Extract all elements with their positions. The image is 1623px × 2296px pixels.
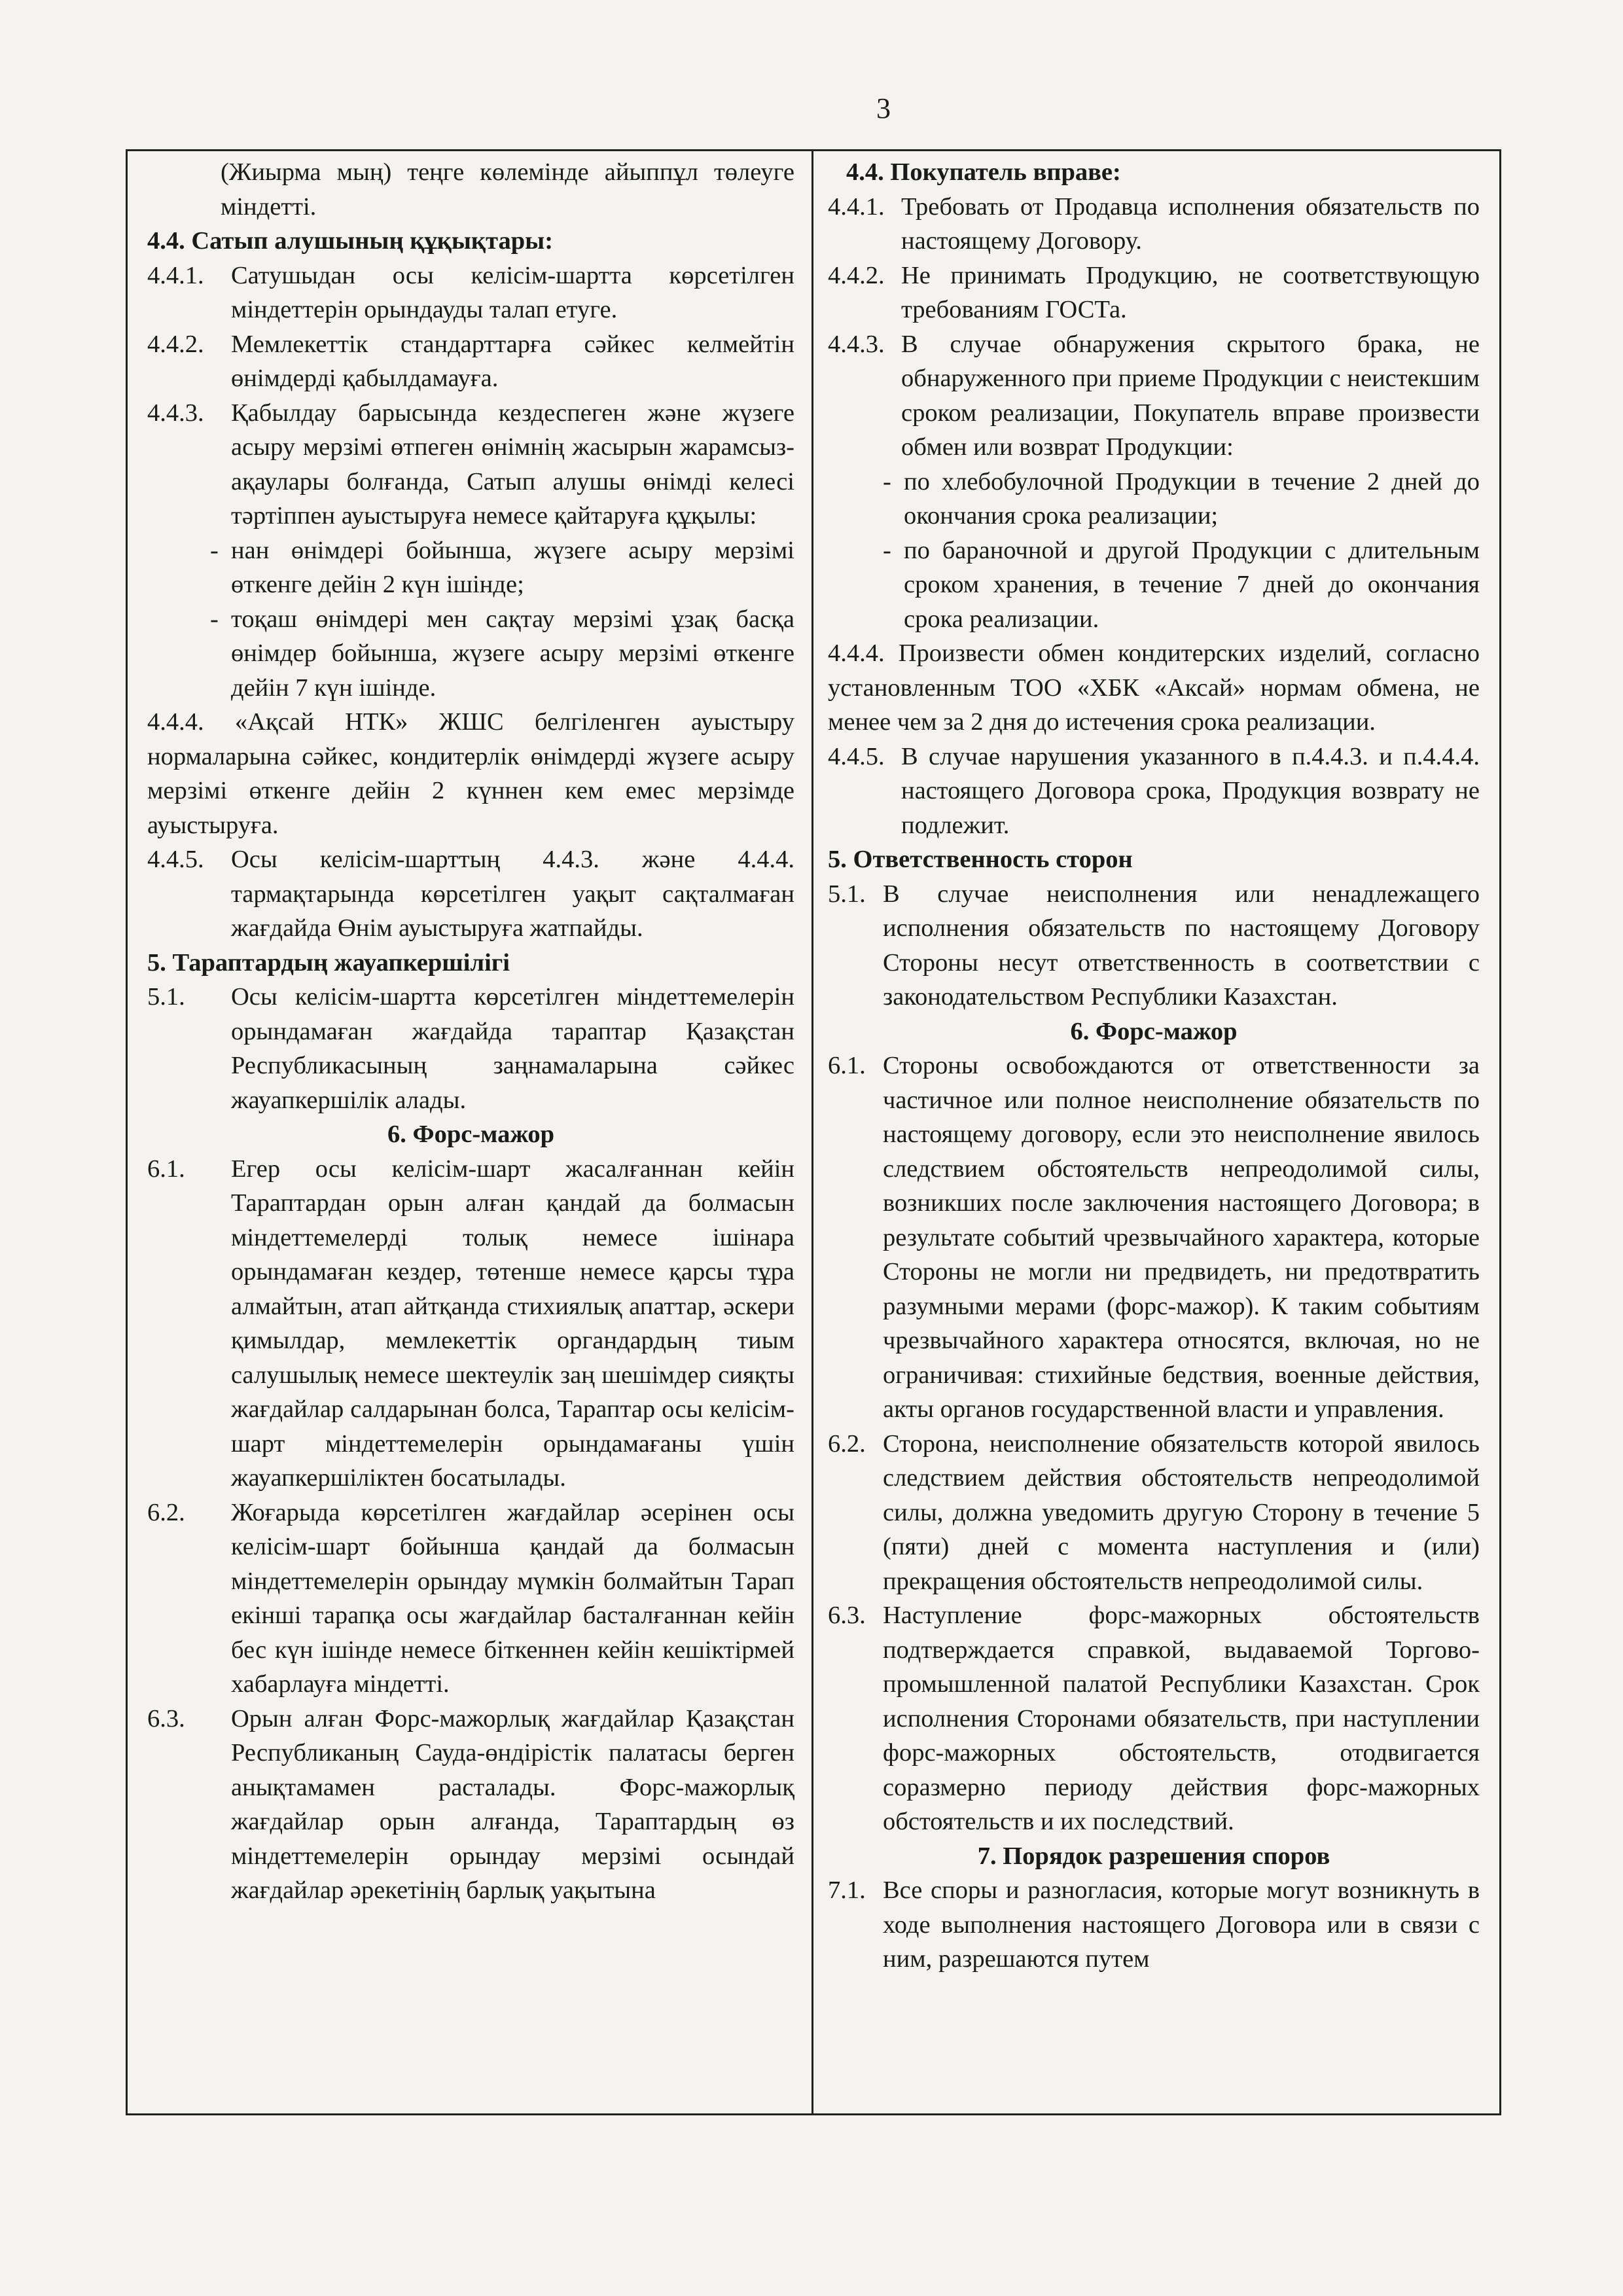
bullet-text: по бараночной и другой Продукции с длительным сроком хранения, в течение 7 дней до окончания срока реализации.	[904, 536, 1480, 633]
section-7-heading: 7. Порядок разрешения споров	[977, 1842, 1330, 1870]
section-5-heading: 5. Тараптардың жауапкершілігі	[147, 948, 510, 977]
clause-number: 4.4.5.	[828, 742, 885, 770]
clause-5-1	[828, 877, 1480, 1014]
clause-6-2	[147, 1496, 794, 1702]
clause-6-3	[828, 1598, 1480, 1839]
clause-5-1	[147, 980, 794, 1117]
kazakh-column	[128, 151, 813, 2113]
clause-4-4-4: 4.4.4. «Ақсай НТК» ЖШС белгіленген ауыстыру нормаларына сәйкес, кондитерлік өнімдерді жүзеге асыру мерзімі өткенге дейін 2 күннен кем емес мерзімде ауыстыруға.	[147, 708, 794, 839]
clause-4-4-3	[147, 396, 794, 533]
clause-4-4-3	[828, 327, 1480, 465]
section-4-4-heading: 4.4. Покупатель вправе:	[846, 158, 1121, 186]
dash-bullet: -	[210, 536, 219, 564]
clause-text: Все споры и разногласия, которые могут возникнуть в ходе выполнения настоящего Договора или в связи с ним, разрешаются путем	[883, 1876, 1480, 1973]
clause-text: Осы келісім-шартта көрсетілген міндеттемелерін орындамаған жағдайда тараптар Қазақстан Республикасының заңнамаларына сәйкес жауапкершілік алады.	[231, 983, 794, 1114]
bullet-item	[828, 533, 1480, 637]
clause-text: Сторона, неисполнение обязательств которой явилось следствием действия обстоятельств непреодолимой силы, должна уведомить другую Сторону в течение 5 (пяти) дней с момента наступления и (или) прекращения обстоятельств непреодолимой силы.	[883, 1429, 1480, 1595]
clause-number: 5.1.	[147, 983, 185, 1011]
clause-number: 6.3.	[828, 1602, 866, 1629]
clause-4-2-1-continuation: (Жиырма мың) теңге көлемінде айыппұл төлеуге міндетті.	[221, 158, 794, 221]
clause-7-1	[828, 1873, 1480, 1977]
clause-6-3	[147, 1702, 794, 1908]
section-5-heading: 5. Ответственность сторон	[828, 846, 1133, 873]
page-number: 3	[876, 92, 891, 124]
clause-4-4-1	[828, 190, 1480, 259]
clause-4-4-2	[828, 259, 1480, 327]
clause-text: Жоғарыда көрсетілген жағдайлар әсерінен осы келісім-шарт бойынша қандай да болмасын міндеттемелерін орындау мүмкін болмайтын Тарап екінші тарапқа осы жағдайлар басталғаннан кейін бес күн ішінде немесе біткеннен кейін кешіктірмей хабарлауға міндетті.	[231, 1498, 794, 1698]
clause-number: 7.1.	[828, 1876, 866, 1904]
clause-text: Не принимать Продукцию, не соответствующую требованиям ГОСТа.	[901, 261, 1480, 323]
bullet-item	[147, 533, 794, 602]
clause-text: Мемлекеттік стандарттарға сәйкес келмейтін өнімдерді қабылдамауға.	[231, 330, 794, 392]
clause-6-1	[828, 1049, 1480, 1427]
clause-6-2	[828, 1427, 1480, 1599]
clause-text: Стороны освобождаются от ответственности за частичное или полное неисполнение обязательств по настоящему договору, если это неисполнение явилось следствием обстоятельств непреодолимой силы, возникших после заключения настоящего Договора; в результате событий чрезвычайного характера, которые Стороны не могли ни предвидеть, ни предотвратить разумными мерами (форс-мажор). К таким событиям чрезвычайного характера относятся, включая, но не ограничивая: стихийные бедствия, военные действия, акты органов государственной власти и управления.	[883, 1052, 1480, 1423]
clause-6-1	[147, 1152, 794, 1496]
dash-bullet: -	[883, 536, 891, 564]
clause-text: Осы келісім-шарттың 4.4.3. және 4.4.4. тармақтарында көрсетілген уақыт сақталмаған жағдайда Өнім ауыстыруға жатпайды.	[231, 846, 794, 942]
clause-text: Сатушыдан осы келісім-шартта көрсетілген міндеттерін орындауды талап етуге.	[231, 261, 794, 323]
clause-text: Наступление форс-мажорных обстоятельств подтверждается справкой, выдаваемой Торгово-промышленной палатой Республики Казахстан. Срок исполнения Сторонами обязательств, при наступлении форс-мажорных обстоятельств, отодвигается соразмерно периоду действия форс-мажорных обстоятельств и их последствий.	[883, 1602, 1480, 1835]
clause-number: 4.4.1.	[828, 192, 885, 221]
clause-text: В случае нарушения указанного в п.4.4.3. и п.4.4.4. настоящего Договора срока, Продукция возврату не подлежит.	[901, 742, 1480, 839]
clause-4-4-2	[147, 327, 794, 396]
section-6-heading: 6. Форс-мажор	[387, 1121, 554, 1148]
bullet-text: нан өнімдері бойынша, жүзеге асыру мерзімі өткенге дейін 2 күн ішінде;	[231, 536, 794, 598]
bullet-text: по хлебобулочной Продукции в течение 2 дней до окончания срока реализации;	[904, 467, 1480, 529]
clause-text: Требовать от Продавца исполнения обязательств по настоящему Договору.	[901, 192, 1480, 255]
clause-number: 4.4.1.	[147, 261, 204, 289]
clause-number: 6.1.	[147, 1155, 185, 1183]
bullet-text: тоқаш өнімдері мен сақтау мерзімі ұзақ басқа өнімдер бойынша, жүзеге асыру мерзімі өткенге дейін 7 күн ішінде.	[231, 605, 794, 702]
clause-text: В случае обнаружения скрытого брака, не обнаруженного при приеме Продукции с неистекшим сроком реализации, Покупатель вправе произвести обмен или возврат Продукции:	[901, 330, 1480, 461]
clause-4-4-5	[828, 740, 1480, 843]
clause-number: 6.3.	[147, 1704, 185, 1732]
clause-4-4-4: 4.4.4. Произвести обмен кондитерских изделий, согласно установленным ТОО «ХБК «Аксай» нормам обмена, не менее чем за 2 дня до истечения срока реализации.	[828, 639, 1480, 736]
clause-number: 6.2.	[147, 1498, 185, 1526]
clause-number: 6.1.	[828, 1052, 866, 1079]
clause-text: Егер осы келісім-шарт жасалғаннан кейін Тараптардан орын алған қандай да болмасын міндеттемелерді толық немесе ішінара орындамаған кездер, төтенше немесе қарсы тұра алмайтын, атап айтқанда стихиялық апаттар, әскери қимылдар, мемлекеттік органдардың тиым салушылық немесе шектеулік заң шешімдер сияқты жағдайлар салдарынан болса, Тараптар осы келісім-шарт міндеттемелерін орындамағаны үшін жауапкершіліктен босатылады.	[231, 1155, 794, 1492]
dash-bullet: -	[210, 605, 219, 633]
dash-bullet: -	[883, 467, 891, 495]
section-4-4-heading: 4.4. Сатып алушының құқықтары:	[147, 227, 554, 255]
clause-text: В случае неисполнения или ненадлежащего исполнения обязательств по настоящему Договору Стороны несут ответственность в соответствии с законодательством Республики Казахстан.	[883, 880, 1480, 1011]
russian-column	[813, 151, 1499, 2113]
clause-number: 4.4.5.	[147, 846, 204, 873]
bullet-item	[147, 602, 794, 706]
clause-text: Орын алған Форс-мажорлық жағдайлар Қазақстан Республиканың Сауда-өндірістік палатасы берген анықтамамен расталады. Форс-мажорлық жағдайлар орын алғанда, Тараптардың өз міндеттемелерін орындау мерзімі осындай жағдайлар әрекетінің барлық уақытына	[231, 1704, 794, 1904]
clause-number: 4.4.2.	[147, 330, 204, 358]
clause-number: 6.2.	[828, 1429, 866, 1458]
clause-number: 5.1.	[828, 880, 866, 908]
section-6-heading: 6. Форс-мажор	[1070, 1017, 1238, 1045]
clause-4-4-1	[147, 259, 794, 327]
clause-text: Қабылдау барысында кездеспеген және жүзеге асыру мерзімі өтпеген өнімнің жасырын жарамсыз-ақаулары болғанда, Сатып алушы өнімді келесі тәртіппен ауыстыруға немесе қайтаруға құқылы:	[231, 399, 794, 529]
contract-table	[126, 149, 1501, 2115]
bullet-item	[828, 465, 1480, 533]
clause-number: 4.4.3.	[147, 399, 204, 427]
clause-4-4-5	[147, 842, 794, 946]
clause-number: 4.4.2.	[828, 261, 885, 289]
clause-number: 4.4.3.	[828, 330, 885, 358]
